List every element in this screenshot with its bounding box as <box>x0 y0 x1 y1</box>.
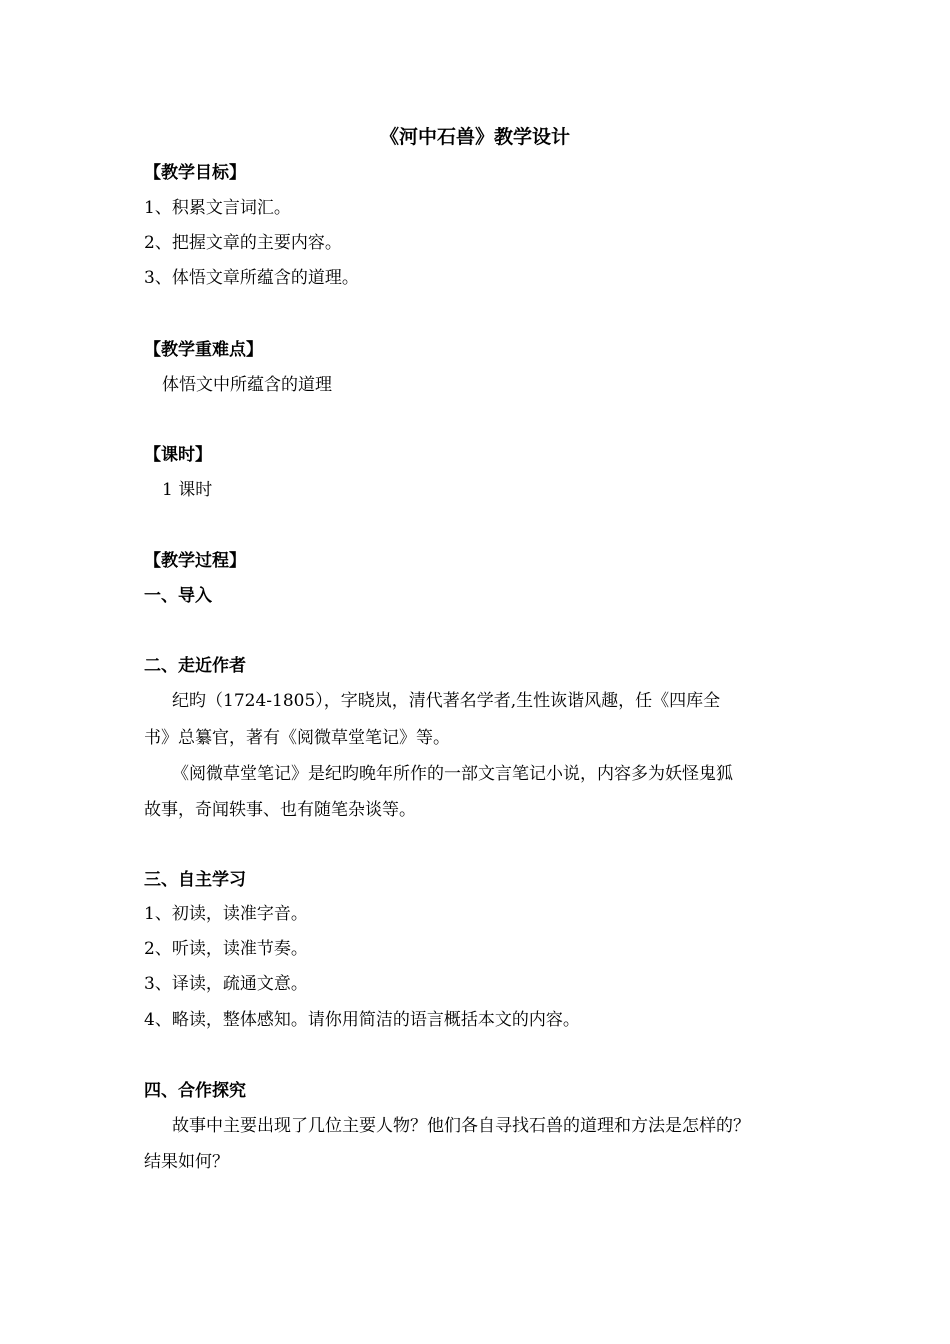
key-points-text: 体悟文中所蕴含的道理 <box>162 375 332 395</box>
section-author-heading: 二、走近作者 <box>144 656 246 676</box>
section-self-study-heading: 三、自主学习 <box>144 870 246 890</box>
author-paragraph-2-line-2: 故事，奇闻轶事、也有随笔杂谈等。 <box>144 800 416 820</box>
key-points-heading: 【教学重难点】 <box>144 340 263 360</box>
author-paragraph-2-line-1: 《阅微草堂笔记》是纪昀晚年所作的一部文言笔记小说，内容多为妖怪鬼狐 <box>172 764 733 784</box>
section-cooperation-heading: 四、合作探究 <box>144 1081 246 1101</box>
process-heading: 【教学过程】 <box>144 551 246 571</box>
cooperation-paragraph-line-1: 故事中主要出现了几位主要人物？他们各自寻找石兽的道理和方法是怎样的？ <box>172 1116 750 1136</box>
goal-item-1: 1、积累文言词汇。 <box>144 198 291 218</box>
class-hours-heading: 【课时】 <box>144 445 212 465</box>
goal-item-2: 2、把握文章的主要内容。 <box>144 233 342 253</box>
class-hours-text: 1 课时 <box>162 480 213 500</box>
cooperation-paragraph-line-2: 结果如何？ <box>144 1152 229 1172</box>
goals-heading: 【教学目标】 <box>144 163 246 183</box>
self-study-item-4: 4、略读，整体感知。请你用简洁的语言概括本文的内容。 <box>144 1010 580 1030</box>
self-study-item-2: 2、听读，读准节奏。 <box>144 939 308 959</box>
goal-item-3: 3、体悟文章所蕴含的道理。 <box>144 268 359 288</box>
author-paragraph-1-line-2: 书》总纂官，著有《阅微草堂笔记》等。 <box>144 728 450 748</box>
self-study-item-3: 3、译读，疏通文意。 <box>144 974 308 994</box>
section-intro-heading: 一、导入 <box>144 586 212 606</box>
self-study-item-1: 1、初读，读准字音。 <box>144 904 308 924</box>
document-title: 《河中石兽》教学设计 <box>379 126 570 148</box>
author-paragraph-1-line-1: 纪昀（1724-1805），字晓岚，清代著名学者,生性诙谐风趣，任《四库全 <box>172 691 721 711</box>
